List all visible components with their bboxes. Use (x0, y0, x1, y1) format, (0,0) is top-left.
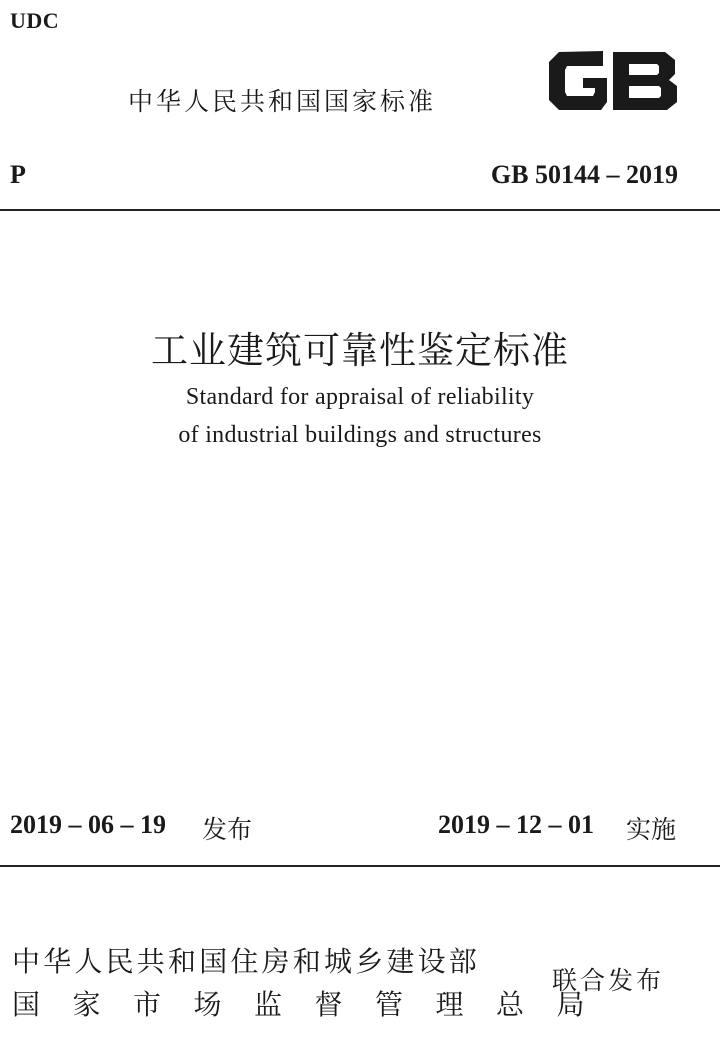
udc-label: UDC (10, 8, 60, 33)
title-chinese: 工业建筑可靠性鉴定标准 (151, 329, 569, 372)
standard-number: GB 50144 – 2019 (490, 160, 678, 189)
gb-logo-b (613, 52, 677, 110)
title-english-line1: Standard for appraisal of reliability (185, 384, 535, 410)
issuer-ministry-housing: 中华人民共和国住房和城乡建设部 (12, 945, 481, 978)
title-english-line2: of industrial buildings and structures (178, 422, 542, 448)
footer-divider (0, 865, 720, 867)
implementation-date: 2019 – 12 – 01 (438, 810, 594, 839)
gb-logo-g (549, 51, 607, 110)
header-divider (0, 209, 720, 211)
issuer-market-regulation: 国家市场监督管理总局 (12, 988, 618, 1021)
national-standard-label: 中华人民共和国国家标准 (128, 87, 437, 116)
issue-label: 发布 (202, 815, 253, 844)
joint-issue-label: 联合发布 (552, 966, 665, 995)
implementation-label: 实施 (626, 815, 677, 844)
gb-logo (543, 46, 685, 116)
classification-code: P (10, 160, 26, 189)
issue-date: 2019 – 06 – 19 (10, 810, 166, 839)
